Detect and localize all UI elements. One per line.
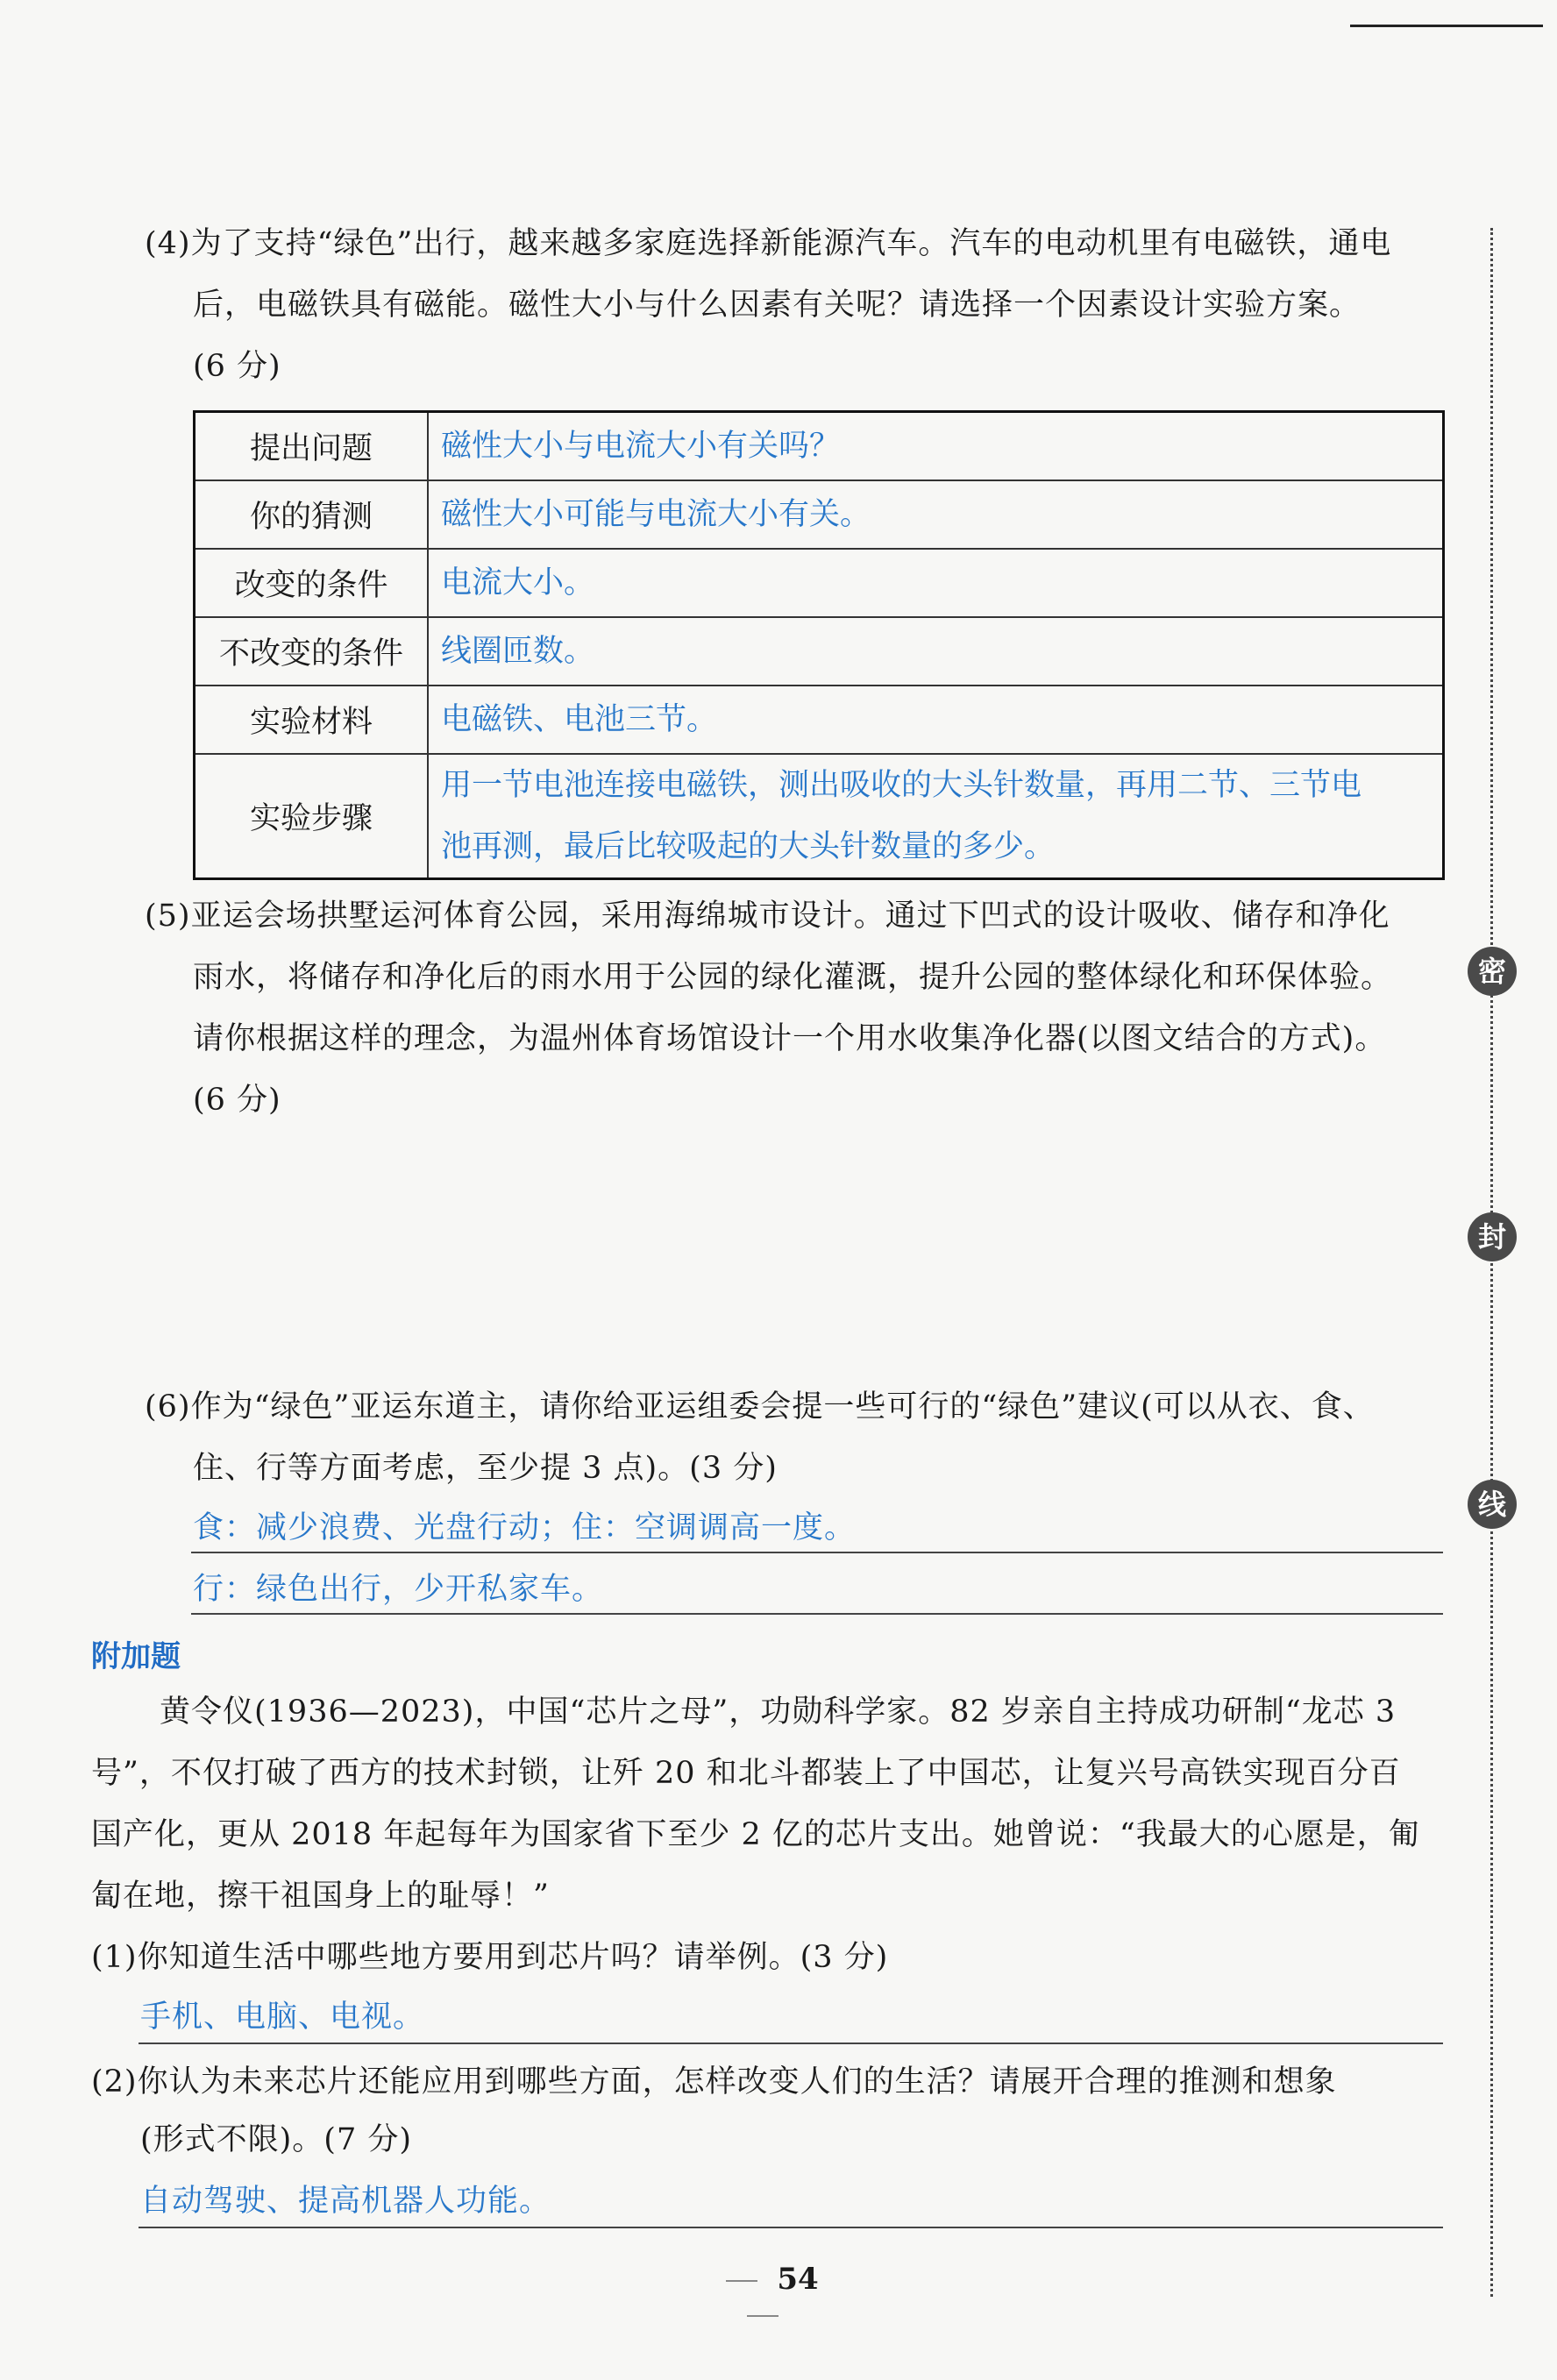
table-answer: 磁性大小可能与电流大小有关。 bbox=[428, 480, 1444, 549]
answer-underline bbox=[139, 2227, 1443, 2228]
table-row bbox=[195, 686, 1444, 754]
table-answer: 电流大小。 bbox=[428, 549, 1444, 617]
q5-line1: (5)亚运会场拱墅运河体育公园，采用海绵城市设计。通过下凹式的设计吸收、储存和净化 bbox=[145, 899, 1390, 934]
dash-decoration bbox=[747, 2315, 778, 2317]
table-row bbox=[195, 549, 1444, 617]
extra-answer-2: 自动驾驶、提高机器人功能。 bbox=[140, 2184, 551, 2219]
q6-line1: (6)作为“绿色”亚运东道主，请你给亚运组委会提一些可行的“绿色”建议(可以从衣、食、 bbox=[145, 1389, 1375, 1424]
q5-line2: 雨水，将储存和净化后的雨水用于公园的绿化灌溉，提升公园的整体绿化和环保体验。 bbox=[193, 960, 1393, 995]
q4-line1: (4)为了支持“绿色”出行，越来越多家庭选择新能源汽车。汽车的电动机里有电磁铁，通电 bbox=[145, 226, 1392, 261]
binding-dotted-line bbox=[1490, 228, 1493, 2297]
q6-answer-line2: 行：绿色出行，少开私家车。 bbox=[193, 1572, 604, 1607]
table-label: 提出问题 bbox=[195, 412, 429, 481]
dash-decoration bbox=[726, 2280, 757, 2282]
table-label: 实验步骤 bbox=[195, 754, 429, 879]
q5-score: (6 分) bbox=[193, 1083, 281, 1118]
seal-mark: 封 bbox=[1468, 1212, 1517, 1261]
table-answer-line: 池再测，最后比较吸起的大头针数量的多少。 bbox=[441, 829, 1056, 864]
answer-underline bbox=[191, 1613, 1443, 1615]
extra-paragraph-line: 号”，不仅打破了西方的技术封锁，让歼 20 和北斗都装上了中国芯，让复兴号高铁实现百分百 bbox=[91, 1756, 1401, 1791]
extra-paragraph-line: 黄令仪(1936—2023)，中国“芯片之母”，功勋科学家。82 岁亲自主持成功研制“龙芯 3 bbox=[160, 1694, 1397, 1730]
extra-paragraph-line: 匐在地，擦干祖国身上的耻辱！” bbox=[91, 1879, 550, 1914]
q4-score: (6 分) bbox=[193, 349, 281, 384]
table-answer: 线圈匝数。 bbox=[428, 617, 1444, 686]
table-label: 实验材料 bbox=[195, 686, 429, 754]
q5-line3: 请你根据这样的理念，为温州体育场馆设计一个用水收集净化器(以图文结合的方式)。 bbox=[193, 1021, 1387, 1056]
page-number bbox=[684, 2262, 842, 2332]
answer-underline bbox=[139, 2043, 1443, 2044]
q6-answer-line1: 食：减少浪费、光盘行动；住：空调调高一度。 bbox=[193, 1510, 857, 1545]
q6-line2: 住、行等方面考虑，至少提 3 点)。(3 分) bbox=[193, 1451, 778, 1486]
table-row bbox=[195, 754, 1444, 879]
extra-subquestion-2-line1: (2)你认为未来芯片还能应用到哪些方面，怎样改变人们的生活？请展开合理的推测和想象 bbox=[91, 2064, 1337, 2099]
seal-mark: 密 bbox=[1468, 947, 1517, 996]
table-row bbox=[195, 617, 1444, 686]
extra-subquestion-1: (1)你知道生活中哪些地方要用到芯片吗？请举例。(3 分) bbox=[91, 1940, 889, 1975]
top-rule bbox=[1350, 25, 1543, 27]
table-label: 你的猜测 bbox=[195, 480, 429, 549]
table-label: 改变的条件 bbox=[195, 549, 429, 617]
extra-subquestion-2-line2: (形式不限)。(7 分) bbox=[140, 2122, 413, 2157]
table-answer-line: 用一节电池连接电磁铁，测出吸收的大头针数量，再用二节、三节电 bbox=[441, 768, 1362, 803]
q4-line2: 后，电磁铁具有磁能。磁性大小与什么因素有关呢？请选择一个因素设计实验方案。 bbox=[193, 288, 1361, 323]
table-row bbox=[195, 412, 1444, 481]
seal-mark: 线 bbox=[1468, 1480, 1517, 1529]
extra-paragraph-line: 国产化，更从 2018 年起每年为国家省下至少 2 亿的芯片支出。她曾说：“我最大的心愿是，匍 bbox=[91, 1817, 1420, 1852]
answer-underline bbox=[191, 1552, 1443, 1553]
extra-heading: 附加题 bbox=[91, 1639, 181, 1674]
table-answer: 电磁铁、电池三节。 bbox=[428, 686, 1444, 754]
table-row bbox=[195, 480, 1444, 549]
table-answer bbox=[428, 754, 1444, 879]
experiment-table bbox=[193, 410, 1445, 880]
extra-answer-1: 手机、电脑、电视。 bbox=[140, 2000, 425, 2035]
page-number-value: 54 bbox=[777, 2262, 819, 2297]
table-label: 不改变的条件 bbox=[195, 617, 429, 686]
table-answer: 磁性大小与电流大小有关吗？ bbox=[428, 412, 1444, 481]
